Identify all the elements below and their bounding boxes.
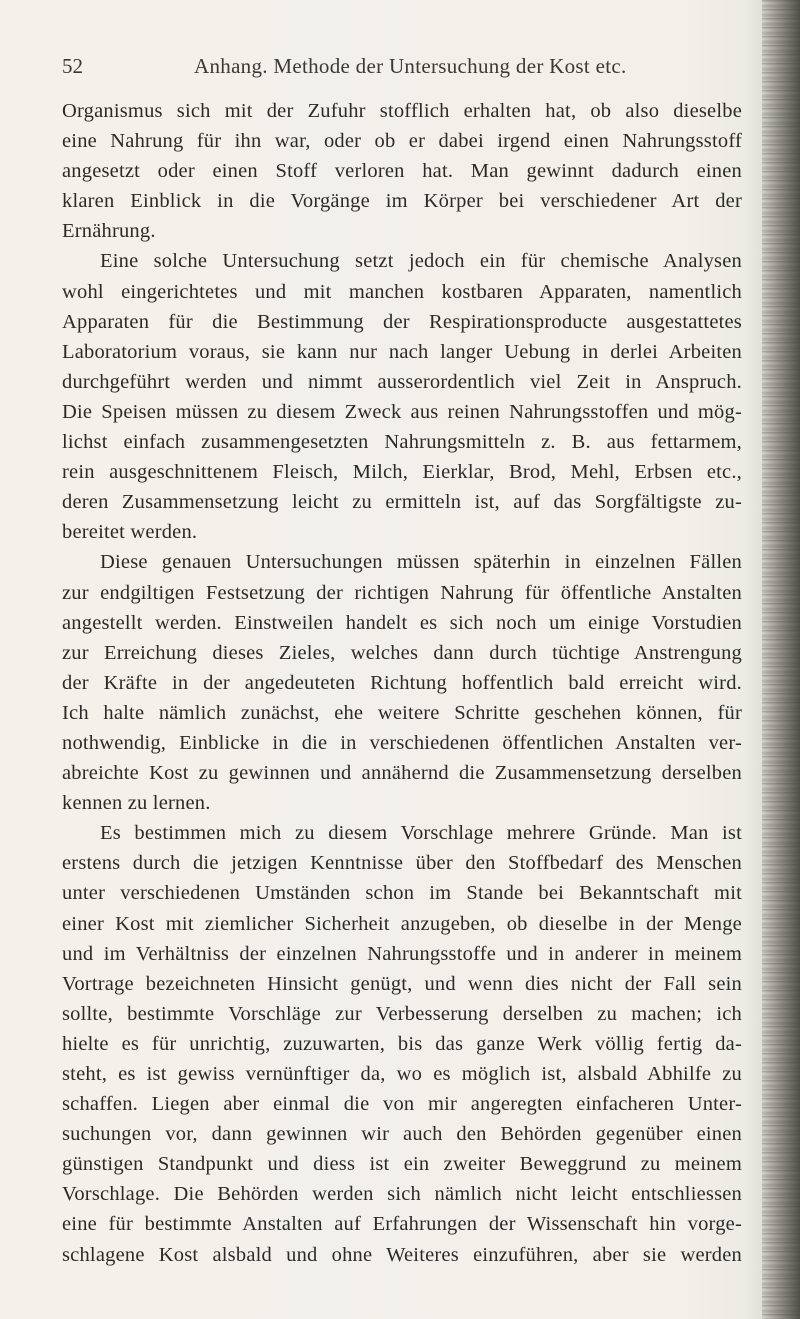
text-line: Vorschlage. Die Behörden werden sich nämlich nicht leicht entschliessen <box>62 1183 742 1206</box>
running-head: Anhang. Methode der Untersuchung der Kost etc. <box>194 54 627 78</box>
body-text <box>62 96 742 1270</box>
text-line: wohl eingerichtetes und mit manchen kostbaren Apparaten, namentlich <box>62 280 742 303</box>
text-line: Es bestimmen mich zu diesem Vorschlage mehrere Gründe. Man ist <box>100 822 742 845</box>
text-line: suchungen vor, dann gewinnen wir auch den Behörden gegenüber einen <box>62 1123 742 1146</box>
page-number: 52 <box>62 54 83 78</box>
text-line: klaren Einblick in die Vorgänge im Körper bei verschiedener Art der <box>62 190 742 213</box>
text-line: unter verschiedenen Umständen schon im Stande bei Bekanntschaft mit <box>62 882 742 905</box>
text-line: Apparaten für die Bestimmung der Respirationsproducte ausgestattetes <box>62 310 742 333</box>
text-line: Vortrage bezeichneten Hinsicht genügt, und wenn dies nicht der Fall sein <box>62 972 742 995</box>
text-line: rein ausgeschnittenem Fleisch, Milch, Eierklar, Brod, Mehl, Erbsen etc., <box>62 461 742 484</box>
text-line: angesetzt oder einen Stoff verloren hat. Man gewinnt dadurch einen <box>62 160 742 183</box>
text-line: erstens durch die jetzigen Kenntnisse über den Stoffbedarf des Menschen <box>62 852 742 875</box>
text-line: günstigen Standpunkt und diess ist ein zweiter Beweggrund zu meinem <box>62 1153 742 1176</box>
text-line: deren Zusammensetzung leicht zu ermitteln ist, auf das Sorgfältigste zu- <box>62 491 742 514</box>
text-line: bereitet werden. <box>62 521 198 544</box>
text-line: Diese genauen Untersuchungen müssen späterhin in einzelnen Fällen <box>100 551 742 574</box>
page-header <box>62 48 742 84</box>
text-line: Ich halte nämlich zunächst, ehe weitere Schritte geschehen können, für <box>62 701 742 724</box>
page-edge-shadow <box>762 0 800 1319</box>
text-line: und im Verhältniss der einzelnen Nahrungsstoffe und in anderer in meinem <box>62 942 742 965</box>
text-line: schaffen. Liegen aber einmal die von mir angeregten einfacheren Unter- <box>62 1093 742 1116</box>
text-line: durchgeführt werden und nimmt ausserordentlich viel Zeit in Anspruch. <box>62 370 742 393</box>
text-line: abreichte Kost zu gewinnen und annähernd die Zusammensetzung derselben <box>62 762 742 785</box>
text-line: der Kräfte in der angedeuteten Richtung hoffentlich bald erreicht wird. <box>62 671 742 694</box>
text-line: eine Nahrung für ihn war, oder ob er dabei irgend einen Nahrungsstoff <box>62 130 742 153</box>
text-line: zur Erreichung dieses Zieles, welches dann durch tüchtige Anstrengung <box>62 641 742 664</box>
text-line: Organismus sich mit der Zufuhr stofflich erhalten hat, ob also dieselbe <box>62 100 742 122</box>
text-line: Ernährung. <box>62 220 156 243</box>
text-line: lichst einfach zusammengesetzten Nahrungsmitteln z. B. aus fettarmem, <box>62 431 742 454</box>
text-line: steht, es ist gewiss vernünftiger da, wo es möglich ist, alsbald Abhilfe zu <box>62 1063 742 1085</box>
text-line: einer Kost mit ziemlicher Sicherheit anzugeben, ob dieselbe in der Menge <box>62 912 742 935</box>
text-line: Eine solche Untersuchung setzt jedoch ein für chemische Analysen <box>100 250 742 273</box>
text-line: eine für bestimmte Anstalten auf Erfahrungen der Wissenschaft hin vorge- <box>62 1213 742 1236</box>
text-line: hielte es für unrichtig, zuzuwarten, bis das ganze Werk völlig fertig da- <box>62 1032 742 1055</box>
text-line: zur endgiltigen Festsetzung der richtigen Nahrung für öffentliche Anstalten <box>62 581 742 604</box>
text-line: sollte, bestimmte Vorschläge zur Verbesserung derselben zu machen; ich <box>62 1002 742 1025</box>
text-line: Die Speisen müssen zu diesem Zweck aus reinen Nahrungsstoffen und mög- <box>62 400 742 423</box>
text-line: Laboratorium voraus, sie kann nur nach langer Uebung in derlei Arbeiten <box>62 340 742 363</box>
text-line: angestellt werden. Einstweilen handelt es sich noch um einige Vorstudien <box>62 611 742 634</box>
text-line: nothwendig, Einblicke in die in verschiedenen öffentlichen Anstalten ver- <box>62 731 742 754</box>
text-line: schlagene Kost alsbald und ohne Weiteres einzuführen, aber sie werden <box>62 1243 742 1266</box>
text-line: kennen zu lernen. <box>62 792 211 815</box>
